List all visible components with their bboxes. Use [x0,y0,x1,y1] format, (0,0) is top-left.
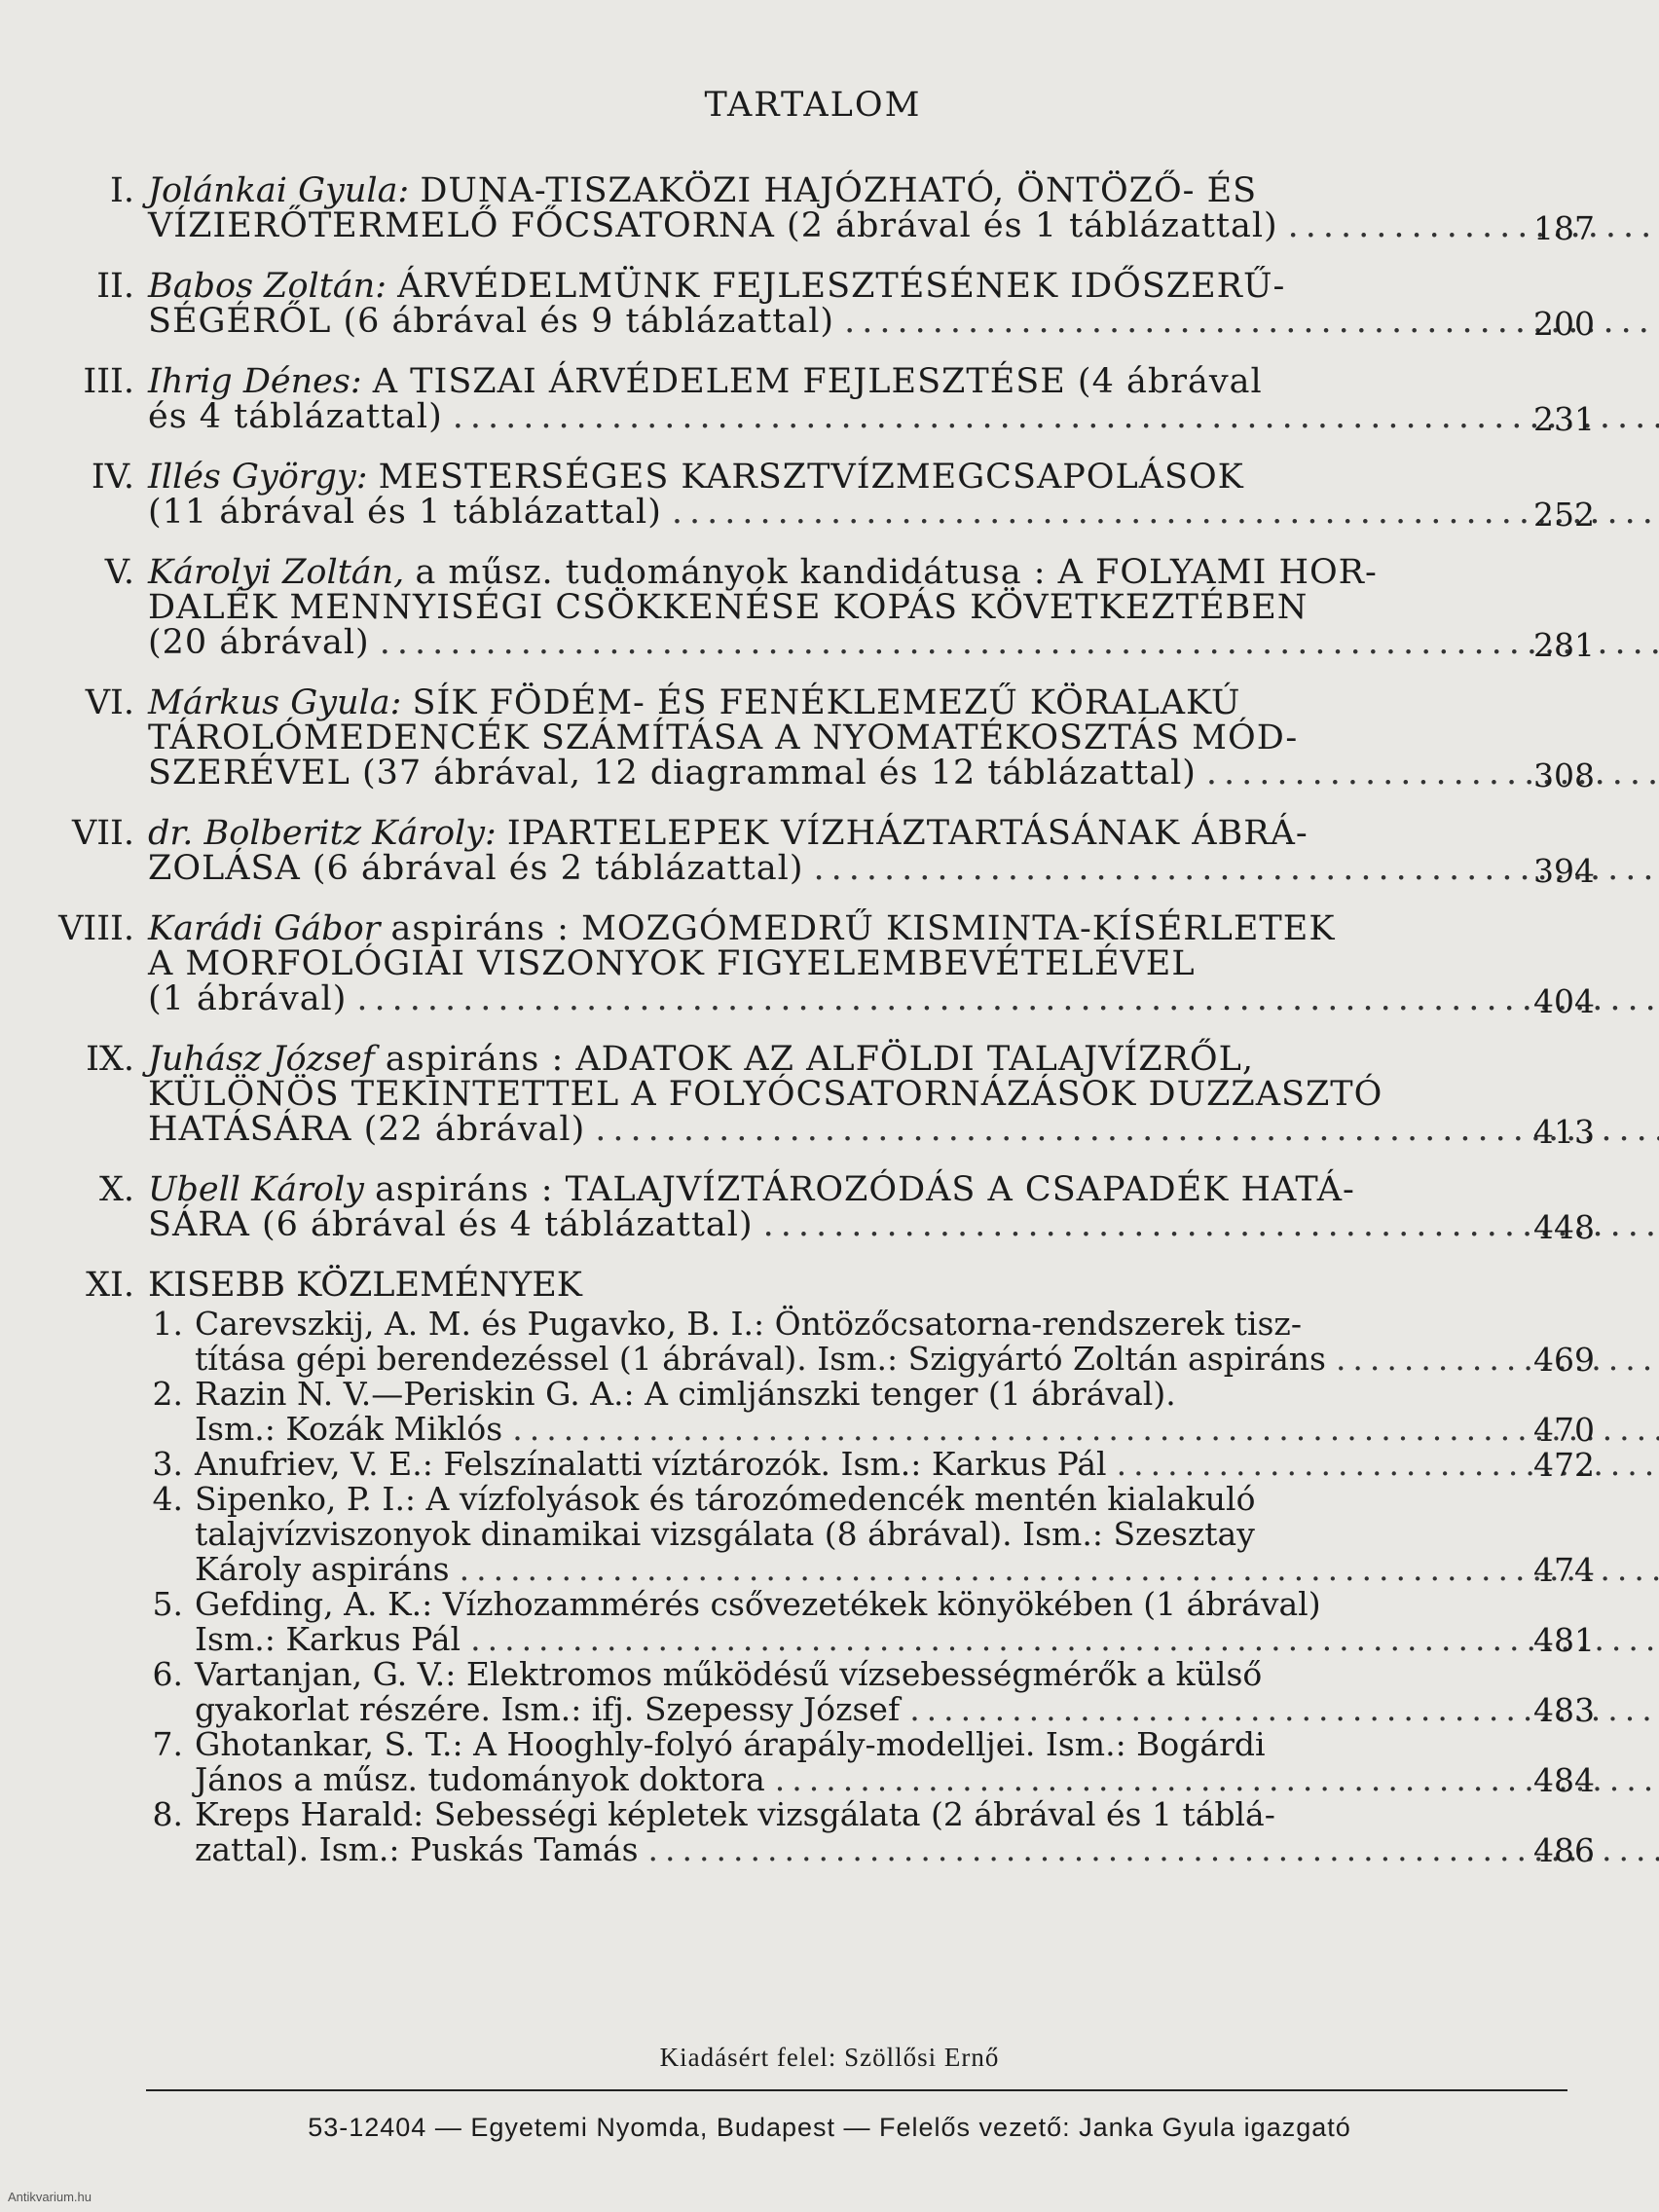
page-number: 281 [1533,626,1595,664]
entry-number: X. [98,1170,134,1209]
dot-leader [453,397,1659,436]
toc-entry [0,553,1659,664]
entry-author: Márkus Gyula: [148,683,402,722]
page-number: 474 [1533,1551,1595,1589]
entry-author: dr. Bolberitz Károly: [148,814,497,853]
entry-title-line: A MORFOLÓGIAI VISZONYOK FIGYELEMBEVÉTELÉVEL [148,944,1196,983]
entry-title-line: és 4 táblázattal) [148,397,443,436]
page-number: 252 [1533,496,1595,534]
page-number: 187 [1533,209,1595,247]
page-number: 413 [1533,1113,1595,1151]
entry-title-line: KÜLÖNÖS TEKINTETTEL A FOLYÓCSATORNÁZÁSOK DUZZASZTÓ [148,1075,1383,1114]
sub-entry-line: Ghotankar, S. T.: A Hooghly-folyó árapály-modelljei. Ism.: Bogárdi [195,1725,1266,1763]
entry-title-line: SÉGÉRŐL (6 ábrával és 9 táblázattal) [148,302,835,341]
sub-entry-line: Razin N. V.—Periskin G. A.: A cimljánszki tenger (1 ábrával). [195,1375,1176,1413]
entry-number: I. [110,171,134,210]
sub-entry-number: 5. [152,1585,183,1623]
entry-title-line: SÍK FÖDÉM- ÉS FENÉKLEMEZŰ KÖRALAKÚ [412,683,1241,722]
entry-title-line: (1 ábrával) [148,979,348,1018]
entry-title-line: HATÁSÁRA (22 ábrával) [148,1110,586,1149]
toc-entry [0,171,1659,247]
entry-title-line: SZERÉVEL (37 ábrával, 12 diagrammal és 12 táblázattal) [148,754,1197,793]
sub-entry [146,1657,1659,1727]
entry-title-line: ÁRVÉDELMÜNK FEJLESZTÉSÉNEK IDŐSZERŰ- [397,267,1286,306]
dot-leader [380,623,1659,662]
sub-entry [146,1587,1659,1657]
entry-number: III. [83,362,134,401]
entry-title-line: a műsz. tudományok kandidátusa : A FOLYAMI HOR- [415,553,1378,592]
entry-number: IX. [86,1040,134,1079]
sub-entry-line: Carevszkij, A. M. és Pugavko, B. I.: Öntözőcsatorna-rendszerek tisz- [195,1305,1302,1343]
page-number: 481 [1533,1621,1595,1659]
page-number: 231 [1533,400,1595,438]
page-number: 448 [1533,1208,1595,1246]
page-number: 470 [1533,1411,1595,1449]
page-number: 486 [1533,1831,1595,1869]
sub-entry-number: 7. [152,1725,183,1763]
entry-title-line: DUNA-TISZAKÖZI HAJÓZHATÓ, ÖNTÖZŐ- ÉS [420,171,1258,210]
page-title: TARTALOM [704,86,922,125]
entry-title-line: TÁROLÓMEDENCÉK SZÁMÍTÁSA A NYOMATÉKOSZTÁS MÓD- [148,719,1299,757]
entry-title-line: aspiráns : TALAJVÍZTÁROZÓDÁS A CSAPADÉK HATÁ- [375,1170,1355,1209]
toc-entry [0,909,1659,1020]
entry-author: Babos Zoltán: [148,267,387,306]
toc-entry [0,1170,1659,1246]
dot-leader [1288,206,1659,245]
toc-entry [0,683,1659,794]
sub-entry-number: 2. [152,1375,183,1413]
entry-title-line: IPARTELEPEK VÍZHÁZTARTÁSÁNAK ÁBRÁ- [506,814,1309,853]
page-number: 484 [1533,1761,1595,1799]
sub-entry-number: 6. [152,1655,183,1693]
entry-title-line: ZOLÁSA (6 ábrával és 2 táblázattal) [148,849,804,888]
sub-entry-line: gyakorlat részére. Ism.: ifj. Szepessy József [195,1690,901,1728]
dot-leader [460,1550,1659,1588]
entry-author: Juhász József [148,1040,375,1079]
entry-number: II. [96,267,134,306]
section-heading: KISEBB KÖZLEMÉNYEK [148,1266,582,1305]
sub-entry-line: Károly aspiráns [195,1550,450,1588]
page-number: 483 [1533,1691,1595,1729]
entry-author: Ubell Károly [148,1170,364,1209]
entry-title-line: (20 ábrával) [148,623,370,662]
sub-entry-line: Vartanjan, G. V.: Elektromos működésű vízsebességmérők a külső [195,1655,1263,1693]
sub-entry [146,1377,1659,1447]
toc-entry [0,814,1659,890]
toc-entry [0,458,1659,534]
entry-number: IV. [91,458,134,497]
publisher-responsible: Kiadásért felel: Szöllősi Ernő [659,2043,1000,2072]
entry-title-line: aspiráns : ADATOK AZ ALFÖLDI TALAJVÍZRŐL, [385,1040,1254,1079]
entry-author: Karádi Gábor [148,909,381,948]
sub-entry-number: 3. [152,1445,183,1483]
page-number: 469 [1533,1341,1595,1379]
page-number: 472 [1533,1446,1595,1484]
entry-title-line: VÍZIERŐTERMELŐ FŐCSATORNA (2 ábrával és 1 táblázattal) [148,206,1278,245]
toc-entry [0,1040,1659,1151]
sub-entry-line: títása gépi berendezéssel (1 ábrával). Ism.: Szigyártó Zoltán aspiráns [195,1340,1326,1378]
sub-entry [146,1307,1659,1377]
printer-info: 53-12404 — Egyetemi Nyomda, Budapest — Felelős vezető: Janka Gyula igazgató [308,2113,1351,2142]
section-number: XI. [86,1266,134,1305]
sub-entry-line: János a műsz. tudományok doktora [195,1760,765,1798]
sub-entry-number: 4. [152,1480,183,1518]
page-number: 404 [1533,982,1595,1020]
entry-title-line: SÁRA (6 ábrával és 4 táblázattal) [148,1205,754,1244]
toc-entry [0,267,1659,343]
entry-number: V. [104,553,134,592]
entry-title-line: A TISZAI ÁRVÉDELEM FEJLESZTÉSE (4 ábrával [372,362,1263,401]
dot-leader [470,1620,1659,1658]
entry-title-line: (11 ábrával és 1 táblázattal) [148,493,662,532]
entry-number: VI. [85,683,134,722]
entry-author: Ihrig Dénes: [148,362,362,401]
entry-number: VII. [71,814,134,853]
sub-entry-line: talajvízviszonyok dinamikai vizsgálata (8 ábrával). Ism.: Szesztay [195,1515,1255,1553]
sub-entry-line: zattal). Ism.: Puskás Tamás [195,1830,639,1868]
toc-section-xi [0,1268,1659,1867]
entry-title-line: aspiráns : MOZGÓMEDRŰ KISMINTA-KÍSÉRLETEK [390,909,1336,948]
sub-entry [146,1447,1659,1482]
toc-entry [0,362,1659,438]
entry-title-line: MESTERSÉGES KARSZTVÍZMEGCSAPOLÁSOK [378,458,1244,497]
entry-author: Illés György: [148,458,368,497]
sub-entry-number: 8. [152,1795,183,1833]
entry-number: VIII. [58,909,134,948]
footer-divider [146,2089,1567,2091]
watermark: Antikvarium.hu [8,2190,92,2204]
sub-entry-number: 1. [152,1305,183,1343]
sub-entry-line: Ism.: Karkus Pál [195,1620,461,1658]
dot-leader [512,1410,1659,1448]
page-number: 308 [1533,756,1595,794]
sub-entry [146,1727,1659,1797]
sub-entry-line: Ism.: Kozák Miklós [195,1410,503,1448]
entry-author: Jolánkai Gyula: [148,171,410,210]
sub-entry [146,1797,1659,1867]
sub-entry-line: Anufriev, V. E.: Felszínalatti víztározók. Ism.: Karkus Pál [195,1445,1107,1483]
table-of-contents [0,173,1659,1893]
page-number: 394 [1533,852,1595,890]
dot-leader [356,979,1659,1018]
page-number: 200 [1533,305,1595,343]
sub-entry-line: Kreps Harald: Sebességi képletek vizsgálata (2 ábrával és 1 táblá- [195,1795,1275,1833]
sub-entry-line: Sipenko, P. I.: A vízfolyások és tározómedencék mentén kialakuló [195,1480,1256,1518]
sub-entry-line: Gefding, A. K.: Vízhozammérés csővezetékek könyökében (1 ábrával) [195,1585,1321,1623]
entry-author: Károlyi Zoltán, [148,553,405,592]
entry-title-line: DALÉK MENNYISÉGI CSÖKKENÉSE KOPÁS KÖVETKEZTÉBEN [148,588,1309,627]
sub-entry [146,1482,1659,1587]
